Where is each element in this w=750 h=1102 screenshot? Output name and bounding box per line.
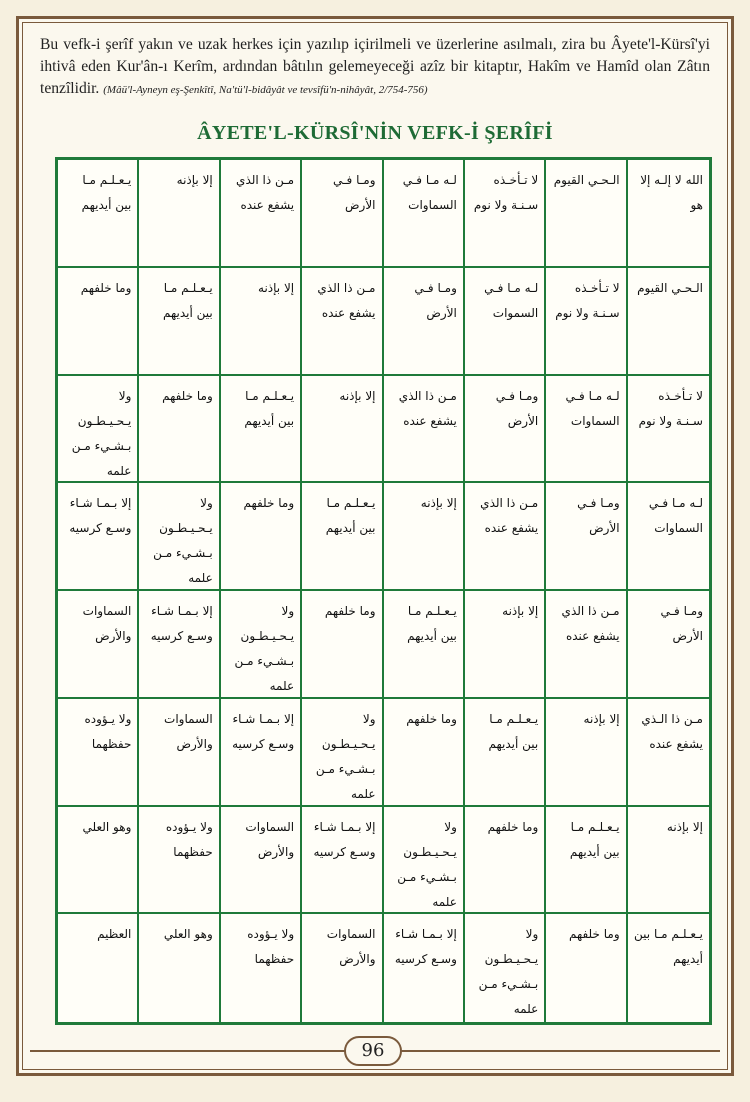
page-title: ÂYETE'L-KÜRSÎ'NİN VEFK-İ ŞERÎFİ bbox=[197, 122, 553, 144]
grid-cell: مـن ذا الذي يشفع عنده bbox=[546, 591, 627, 699]
grid-cell: وما خلفهم bbox=[465, 807, 546, 915]
grid-cell: لـه مـا فـي السماوات bbox=[628, 483, 709, 591]
grid-cell: ومـا فـي الأرض bbox=[302, 160, 383, 268]
grid-cell: يـعـلـم مـا بين أيديهم bbox=[465, 699, 546, 807]
grid-cell: إلا بإذنه bbox=[384, 483, 465, 591]
grid-cell: وما خلفهم bbox=[384, 699, 465, 807]
grid-cell: لا تـأخـذه سـنـة ولا نوم bbox=[465, 160, 546, 268]
grid-cell: لـه مـا فـي السماوات bbox=[384, 160, 465, 268]
grid-cell: يـعـلـم مـا بين أيديهم bbox=[58, 160, 139, 268]
grid-cell: إلا بإذنه bbox=[221, 268, 302, 376]
grid-cell: يـعـلـم مـا بين أيديهم bbox=[384, 591, 465, 699]
grid-cell: إلا بإذنه bbox=[465, 591, 546, 699]
grid-cell: السماوات والأرض bbox=[302, 914, 383, 1022]
grid-cell: وما خلفهم bbox=[546, 914, 627, 1022]
grid-cell: إلا بإذنه bbox=[139, 160, 220, 268]
grid-cell: يـعـلـم مـا بين أيديهم bbox=[634, 927, 703, 967]
grid-cell: يـعـلـم مـا بين أيديهم bbox=[139, 268, 220, 376]
grid-cell: ولا يـحـيـطـون بـشـيء مـن علمه bbox=[384, 807, 465, 915]
grid-cell: ولا يـؤوده حفظهما bbox=[58, 699, 139, 807]
grid-cell: إلا بإذنه bbox=[302, 376, 383, 484]
grid-cell: مـن ذا الـذي يشفع عنده bbox=[628, 699, 709, 807]
grid-cell: الـحـي القيوم bbox=[546, 160, 627, 268]
grid-cell: وهو العلي bbox=[58, 807, 139, 915]
grid-cell: ومـا فـي الأرض bbox=[465, 376, 546, 484]
intro-source: (Mâü'l-Ayneyn eş-Şenkîtî, Na'tü'l-bidâyât ve tevsîfü'n-nihâyât, 2/754-756) bbox=[103, 84, 428, 96]
grid-cell: ولا يـؤوده حفظهما bbox=[139, 807, 220, 915]
grid-cell: ومـا فـي الأرض bbox=[384, 268, 465, 376]
grid-cell: إلا بـمـا شـاء وسـع كرسيه bbox=[139, 591, 220, 699]
grid-cell: يـعـلـم مـا بين أيديهم bbox=[546, 807, 627, 915]
grid-cell: السماوات والأرض bbox=[221, 807, 302, 915]
grid-cell: الـحـي القيوم bbox=[628, 268, 709, 376]
grid-cell: مـن ذا الذي يشفع عنده bbox=[302, 268, 383, 376]
grid-cell: السماوات والأرض bbox=[58, 591, 139, 699]
grid-cell: لـه مـا فـي السماوات bbox=[546, 376, 627, 484]
grid-cell: وما خلفهم bbox=[58, 268, 139, 376]
intro-text: Bu vefk-i şerîf yakın ve uzak herkes için yazılıp içirilmeli ve üzerlerine asılmalı, zira bu Âyete'l-Kürsî'yi ihtivâ eden Kur'ân-ı Kerîm, ardından bâtılın gelemeyeceği azîz bir kitaptır, Hakîm ve Hamîd olan Zâtın tenzîlidir. bbox=[40, 36, 710, 97]
grid-cell: ولا يـحـيـطـون بـشـيء مـن علمه bbox=[139, 483, 220, 591]
grid-cell: العظيم bbox=[58, 914, 139, 1022]
grid-cell: الله لا إلـه إلا هو bbox=[628, 160, 709, 268]
grid-cell: ولا يـحـيـطـون بـشـيء مـن علمه bbox=[58, 376, 139, 484]
grid-cell: إلا بإذنه bbox=[628, 807, 709, 915]
grid-cell: يـعـلـم مـا بين أيديهم bbox=[302, 483, 383, 591]
grid-cell: ولا يـؤوده حفظهما bbox=[221, 914, 302, 1022]
grid-cell: مـن ذا الذي يشفع عنده bbox=[221, 160, 302, 268]
grid-cell: السماوات والأرض bbox=[139, 699, 220, 807]
vefk-grid bbox=[55, 157, 712, 1025]
grid-cell: وما خلفهم bbox=[139, 376, 220, 484]
grid-cell: لا تـأخـذه سـنـة ولا نوم bbox=[628, 376, 709, 484]
grid-cell: لا تـأخـذه سـنـة ولا نوم bbox=[546, 268, 627, 376]
grid-cell: ومـا فـي الأرض bbox=[546, 483, 627, 591]
grid-cell: إلا بـمـا شـاء وسـع كرسيه bbox=[302, 807, 383, 915]
page-number: 96 bbox=[344, 1036, 402, 1066]
grid-cell: ولا يـحـيـطـون بـشـيء مـن علمه bbox=[221, 591, 302, 699]
grid-cell: مـن ذا الذي يشفع عنده bbox=[384, 376, 465, 484]
grid-cell: يـعـلـم مـا بين أيديهم bbox=[221, 376, 302, 484]
intro-paragraph bbox=[40, 34, 710, 101]
grid-cell: ولا يـحـيـطـون بـشـيء مـن علمه bbox=[465, 914, 546, 1022]
grid-cell: إلا بـمـا شـاء وسـع كرسيه bbox=[58, 483, 139, 591]
grid-cell: إلا بإذنه bbox=[546, 699, 627, 807]
grid-cell: لـه مـا فـي السموات bbox=[465, 268, 546, 376]
grid-cell: ومـا فـي الأرض bbox=[628, 591, 709, 699]
grid-cell: وما خلفهم bbox=[302, 591, 383, 699]
grid-cell: إلا بـمـا شـاء وسـع كرسيه bbox=[221, 699, 302, 807]
grid-cell: مـن ذا الذي يشفع عنده bbox=[465, 483, 546, 591]
grid-cell: إلا بـمـا شـاء وسـع كرسيه bbox=[384, 914, 465, 1022]
grid-cell: وهو العلي bbox=[139, 914, 220, 1022]
grid-cell: ولا يـحـيـطـون بـشـيء مـن علمه bbox=[302, 699, 383, 807]
grid-cell: وما خلفهم bbox=[221, 483, 302, 591]
